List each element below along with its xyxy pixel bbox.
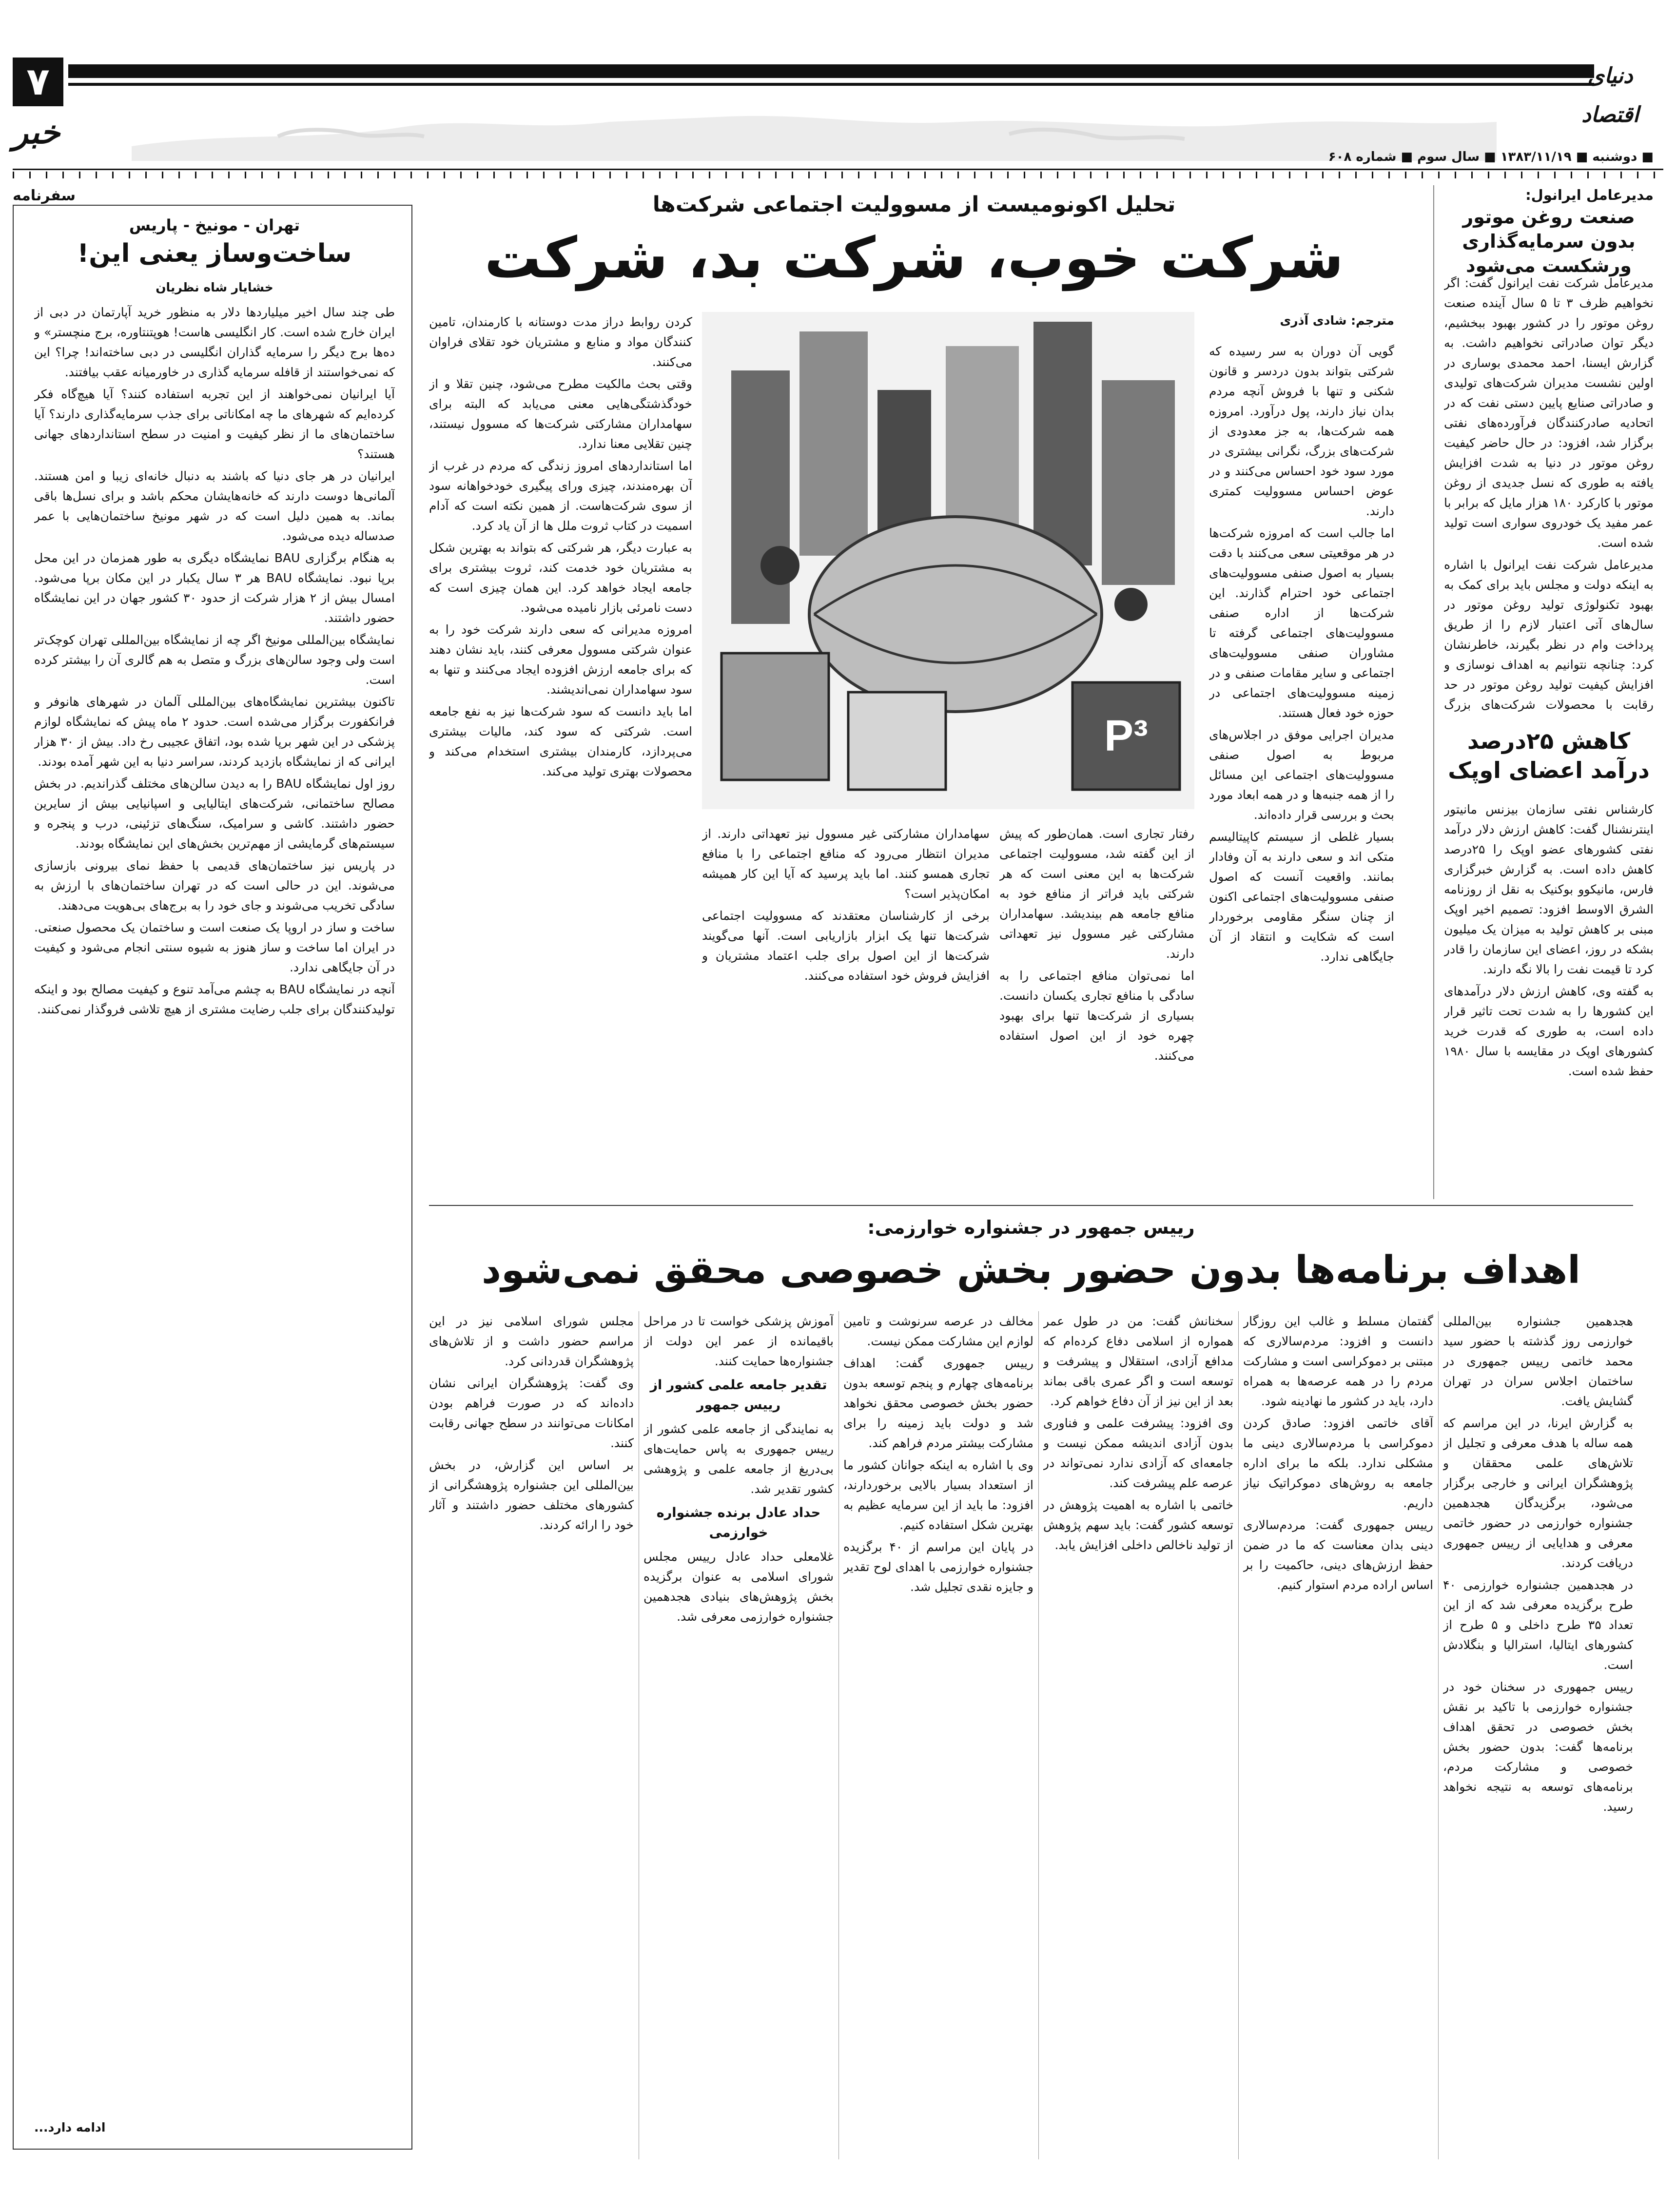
- continued-note: ادامه دارد...: [34, 2120, 106, 2134]
- paragraph: وی افزود: پیشرفت علمی و فناوری بدون آزادی اندیشه ممکن نیست و جامعه‌ای که آزادی ندارد نمی‌تواند در عرصه علم پیشرفت کند.: [1043, 1416, 1233, 1490]
- right-column-body: [1444, 273, 1654, 712]
- bottom-article-column-1: [1443, 1311, 1633, 2159]
- paragraph: غلامعلی حداد عادل رییس مجلس شورای اسلامی به عنوان برگزیده بخش پژوهش‌های بنیادی هجدهمین جشنواره خوارزمی معرفی شد.: [643, 1550, 834, 1624]
- paragraph: تاکنون بیشترین نمایشگاه‌های بین‌المللی آلمان در شهرهای هانوفر و فرانکفورت برگزار می‌شده است. حدود ۲ ماه پیش که نمایشگاه لوازم پزشکی در این شهر برپا شده بود، اتفاق عجیبی رخ داد. بیش از ۳۰ هزار ایرانی که از نمایشگاه بازدید کردند، سراسر دنیا به این شهر آمده بودند.: [34, 695, 395, 769]
- bottom-article-column-5: [643, 1311, 834, 2159]
- paragraph: آنچه در نمایشگاه BAU به چشم می‌آمد تنوع و کیفیت مصالح بود و اینکه تولیدکنندگان برای جلب رضایت مشتری از هیچ تلاشی فروگذار نمی‌کنند.: [34, 982, 395, 1016]
- right-column-headline-2: کاهش ۲۵درصد درآمد اعضای اوپک: [1448, 728, 1650, 783]
- paragraph: مدیرعامل شرکت نفت ایرانول با اشاره به اینکه دولت و مجلس باید برای کمک به بهبود تکنولوژی تولید روغن موتور در سال‌های آتی اعتبار لازم را از طریق پرداخت وام در نظر بگیرند، خاطرنشان کرد: چنانچه نتوانیم به اهداف نوسازی و افزایش کیفیت تولید روغن موتور در حد رقابت با محصولات شرکت‌های بزرگ: [1444, 558, 1654, 712]
- left-column-rubric: سفرنامه: [13, 187, 76, 204]
- bottom-article-kicker: رییس جمهور در جشنواره خوارزمی:: [867, 1217, 1195, 1238]
- bottom-article-column-3: [1043, 1311, 1233, 2159]
- paragraph: وقتی بحث مالکیت مطرح می‌شود، چنین تقلا و از خودگذشتگی‌هایی معنی می‌یابد که البته برای سهامداران مشارکتی شرکت‌ها که مسوول نیستند، چنین تقلایی معنا ندارد.: [429, 377, 692, 451]
- paragraph: برخی از کارشناسان معتقدند که مسوولیت اجتماعی شرکت‌ها تنها یک ابزار بازاریابی است. آنها می‌گویند شرکت‌ها از این اصول برای جلب اعتماد مشتریان و افزایش فروش خود استفاده می‌کنند.: [702, 909, 990, 983]
- paragraph: مدیران اجرایی موفق در اجلاس‌های مربوط به اصول صنفی مسوولیت‌های اجتماعی این مسائل را از همه جنبه‌ها و در همه ابعاد مورد بحث و بررسی قرار داده‌اند.: [1209, 728, 1394, 822]
- paragraph: به نمایندگی از جامعه علمی کشور از رییس جمهوری به پاس حمایت‌های بی‌دریغ از جامعه علمی و پژوهشی کشور تقدیر شد.: [643, 1422, 834, 1496]
- right-column-body-2: [1444, 799, 1654, 1194]
- paragraph: امروزه مدیرانی که سعی دارند شرکت خود را به عنوان شرکتی مسوول معرفی کنند، باید نشان دهند که برای جامعه ارزش افزوده ایجاد می‌کنند و تنها به سود سهامداران نمی‌اندیشند.: [429, 622, 692, 697]
- column-rule: [1238, 1311, 1239, 2159]
- paragraph: وی گفت: پژوهشگران ایرانی نشان داده‌اند که در صورت فراهم بودن امکانات می‌توانند در سطح جهانی رقابت کنند.: [429, 1376, 634, 1450]
- paragraph: طی چند سال اخیر میلیاردها دلار به منظور خرید آپارتمان در دبی از ایران خارج شده است. کار انگلیسی هاست! هوپتنتاوره، برج منچستر» و ده‌ها برج دیگر را سرمایه گذاران انگلیسی در دبی ساخته‌اند! چرا؟ این که نمی‌خواستند از قافله سرمایه گذاری در خاورمیانه عقب بیافتند.: [34, 305, 395, 379]
- page-number: ۷: [13, 58, 63, 106]
- paragraph: هجدهمین جشنواره بین‌المللی خوارزمی روز گذشته با حضور سید محمد خاتمی رییس جمهوری در ساختمان اجلاس سران در تهران گشایش یافت.: [1443, 1314, 1633, 1408]
- header-rule: [13, 169, 1663, 170]
- newspaper-logo: دنیای اقتصاد: [1581, 63, 1639, 127]
- paragraph: آموزش پزشکی خواست تا در مراحل باقیمانده از عمر این دولت از جشنواره‌ها حمایت کنند.: [643, 1314, 834, 1368]
- subheading: تقدیر جامعه علمی کشور از رییس جمهور: [650, 1378, 827, 1413]
- bottom-article-headline: اهداف برنامه‌ها بدون حضور بخش خصوصی محقق نمی‌شود: [481, 1248, 1581, 1292]
- paragraph: رفتار تجاری است. همان‌طور که پیش از این گفته شد، مسوولیت اجتماعی شرکت‌ها به این معنی است که هر شرکتی باید فراتر از منافع خود به منافع جامعه هم بیندیشد. سهامداران مشارکتی غیر مسوول نیز تعهداتی دارند.: [999, 827, 1194, 961]
- paragraph: گفتمان مسلط و غالب این روزگار دانست و افزود: مردم‌سالاری که مبتنی بر دموکراسی است و مشارکت مردم را در همه عرصه‌ها به همراه دارد، باید در کشور ما نهادینه شود.: [1243, 1314, 1433, 1408]
- paragraph: بسیار غلطی از سیستم کاپیتالیسم متکی اند و سعی دارند به آن وفادار بمانند. واقعیت آنست که اصول صنفی مسوولیت‌های اجتماعی اکنون از چنان سنگر مقاومی برخوردار است که شکایت و انتقاد از آن جایگاهی ندارد.: [1209, 830, 1394, 964]
- paragraph: به گفته وی، کاهش ارزش دلار درآمدهای این کشورها را به شدت تحت تاثیر قرار داده است، به طوری که قدرت خرید کشورهای اوپک در مقایسه با سال ۱۹۸۰ حفظ شده است.: [1444, 984, 1654, 1078]
- paragraph: سهامداران مشارکتی غیر مسوول نیز تعهداتی دارند. از مدیران انتظار می‌رود که منافع اجتماعی را با منافع تجاری همسو کنند. اما باید پرسید که آیا این کار همیشه امکان‌پذیر است؟: [702, 827, 990, 901]
- paragraph: روز اول نمایشگاه BAU را به دیدن سالن‌های مختلف گذراندیم. در بخش مصالح ساختمانی، شرکت‌های ایتالیایی و اسپانیایی بیش از سایرین حضور داشتند. کاشی و سرامیک، سنگ‌های تزئینی، درب و پنجره و سیستم‌های گرمایشی از مهم‌ترین بخش‌های این نمایشگاه بودند.: [34, 776, 395, 851]
- corporate-illustration: [702, 312, 1194, 809]
- right-column-headline: صنعت روغن موتور بدون سرمایه‌گذاری ورشکست می‌شود: [1462, 206, 1636, 276]
- paragraph: به هنگام برگزاری BAU نمایشگاه دیگری به طور همزمان در این محل برپا نبود. نمایشگاه BAU هر ۳ سال یکبار در این مکان برپا می‌شود. امسال بیش از ۲ هزار شرکت از حدود ۳۰ کشور جهان در این نمایشگاه حضور داشتند.: [34, 551, 395, 625]
- subheading: حداد عادل برنده جشنواره خوارزمی: [656, 1505, 821, 1540]
- main-article-kicker: تحلیل اکونومیست از مسوولیت اجتماعی شرکت‌ها: [652, 192, 1176, 217]
- paragraph: رییس جمهوری گفت: اهداف برنامه‌های چهارم و پنجم توسعه بدون حضور بخش خصوصی محقق نخواهد شد و دولت باید زمینه را برای مشارکت بیشتر مردم فراهم کند.: [843, 1356, 1033, 1450]
- paragraph: مدیرعامل شرکت نفت ایرانول گفت: اگر نخواهیم ظرف ۳ تا ۵ سال آینده صنعت روغن موتور را در کشور بهبود ببخشیم، دیگر توان صادراتی نخواهیم داشت. به گزارش ایسنا، احمد محمدی بوساری در اولین نشست مدیران شرکت‌های تولیدی و صادراتی صنایع پایین دستی نفت که در اتحادیه صادرکنندگان فرآورده‌های نفتی برگزار شد، افزود: در حال حاضر کیفیت روغن موتور در دنیا به شدت افزایش یافته به طوری که نسل جدیدی از روغن موتور با کارکرد ۱۸۰ هزار مایل که برابر با عمر مفید یک خودروی سواری است تولید شده است.: [1444, 276, 1654, 550]
- paragraph: اما استانداردهای امروز زندگی که مردم در غرب از آن بهره‌مندند، چیزی ورای پیگیری خودخواهانه سود از سوی شرکت‌هاست. از همین نکته است که آدام اسمیت در کتاب ثروت ملل ها از آن یاد کرد.: [429, 459, 692, 533]
- travelogue-kicker: تهران - مونیخ - پاریس: [129, 216, 300, 234]
- paragraph: سخنانش گفت: من در طول عمر همواره از اسلامی دفاع کرده‌ام که مدافع آزادی، استقلال و پیشرفت و توسعه است و اگر عمری باقی بماند بعد از این نیز از آن دفاع خواهم کرد.: [1043, 1314, 1233, 1408]
- paragraph: گویی آن دوران به سر رسیده که شرکتی بتواند بدون دردسر و قانون شکنی و تنها با فروش آنچه مردم بدان نیاز دارند، پول درآورد. امروزه همه شرکت‌ها، به جز معدودی از شرکت‌های بزرگ، نگرانی بیشتری در مورد سود خود احساس می‌کنند و در عوض احساس مسوولیت کمتری دارند.: [1209, 344, 1394, 518]
- travelogue-author: خشایار شاه نظریان: [156, 280, 273, 294]
- paragraph: مجلس شورای اسلامی نیز در این مراسم حضور داشت و از تلاش‌های پژوهشگران قدردانی کرد.: [429, 1314, 634, 1368]
- section-title: خبر: [13, 114, 60, 151]
- dateline: ■ دوشنبه ■ ۱۳۸۳/۱۱/۱۹ ■ سال سوم ■ شماره ۶۰۸: [1328, 150, 1654, 164]
- column-rule: [838, 1311, 839, 2159]
- paragraph: ساخت و ساز در اروپا یک صنعت است و ساختمان یک محصول صنعتی. در ایران اما ساخت و ساز هنوز به شیوه سنتی انجام می‌شود و کیفیت در آن جایگاهی ندارد.: [34, 920, 395, 974]
- paragraph: وی با اشاره به اینکه جوانان کشور ما از استعداد بسیار بالایی برخوردارند، افزود: ما باید از این سرمایه عظیم به بهترین شکل استفاده کنیم.: [843, 1458, 1033, 1532]
- paragraph: به عبارت دیگر، هر شرکتی که بتواند به بهترین شکل به مشتریان خود خدمت کند، ثروت بیشتری برای جامعه ایجاد خواهد کرد. این همان چیزی است که دست نامرئی بازار نامیده می‌شود.: [429, 541, 692, 615]
- paragraph: خاتمی با اشاره به اهمیت پژوهش در توسعه کشور گفت: باید سهم پژوهش از تولید ناخالص داخلی افزایش یابد.: [1043, 1498, 1233, 1552]
- main-article-translator: مترجم: شادی آذری: [1280, 313, 1394, 328]
- paragraph: اما جالب است که امروزه شرکت‌ها در هر موقعیتی سعی می‌کنند با دقت بسیار به اصول صنفی مسوولیت‌های اجتماعی خود احترام گذارند. این شرکت‌ها از اداره صنفی مسوولیت‌های اجتماعی گرفته تا مشاوران صنفی مسوولیت‌های اجتماعی و سایر مقامات صنفی و در زمینه مسوولیت‌های اجتماعی در حوزه خود فعال هستند.: [1209, 526, 1394, 720]
- bottom-article-column-4: [843, 1311, 1033, 2159]
- main-article-column-1: [1209, 341, 1394, 1199]
- paragraph: نمایشگاه بین‌المللی مونیخ اگر چه از نمایشگاه بین‌المللی تهران کوچک‌تر است ولی وجود سالن‌های بزرگ و متصل به هم گالری آن را بیشتر کرده است.: [34, 633, 395, 687]
- paragraph: کردن روابط دراز مدت دوستانه با کارمندان، تامین کنندگان مواد و منابع و مشتریان خود تقلای فراوان می‌کنند.: [429, 315, 692, 369]
- paragraph: کارشناس نفتی سازمان بیزنس مانیتور اینترنشنال گفت: کاهش ارزش دلار درآمد نفتی کشورهای عضو اوپک را ۲۵درصد کاهش داده است. به گزارش خبرگزاری فارس، مانیکوو بوکنیک به نقل از روزنامه الشرق الاوسط افزود: تصمیم اخیر اوپک مبنی بر کاهش تولید به میزان یک میلیون بشکه در روز، اعضای این سازمان را قادر کرد تا قیمت نفت را بالا نگه دارند.: [1444, 802, 1654, 976]
- column-divider: [1433, 185, 1434, 1199]
- bottom-article-column-2: [1243, 1311, 1433, 2159]
- ruler-ticks: [13, 172, 1663, 179]
- paragraph: مخالف در عرصه سرنوشت و تامین لوازم این مشارکت ممکن نیست.: [843, 1314, 1033, 1348]
- paragraph: رییس جمهوری گفت: مردم‌سالاری دینی بدان معناست که ما در ضمن حفظ ارزش‌های دینی، حاکمیت را بر اساس اراده مردم استوار کنیم.: [1243, 1518, 1433, 1592]
- paragraph: به گزارش ایرنا، در این مراسم که همه ساله با هدف معرفی و تجلیل از تلاش‌های علمی محققان و پژوهشگران ایرانی و خارجی برگزار می‌شود، برگزیدگان هجدهمین جشنواره خوارزمی در حضور خاتمی معرفی و هدایایی از رییس جمهوری دریافت کردند.: [1443, 1416, 1633, 1570]
- header-bar-thin: [68, 83, 1594, 86]
- header-bar: [68, 64, 1594, 78]
- bottom-article-column-6: [429, 1311, 634, 2159]
- right-column-kicker: مدیرعامل ایرانول:: [1525, 187, 1654, 203]
- paragraph: بر اساس این گزارش، در بخش بین‌المللی این جشنواره پژوهشگرانی از کشورهای مختلف حضور داشتند و آثار خود را ارائه کردند.: [429, 1458, 634, 1532]
- paragraph: ایرانیان در هر جای دنیا که باشند به دنبال خانه‌ای زیبا و امن هستند. آلمانی‌ها دوست دارند که خانه‌هایشان محکم باشد و برای نسل‌ها باقی بماند. به همین دلیل است که در شهر مونیخ ساختمان‌هایی با عمر صدساله دیده می‌شود.: [34, 469, 395, 543]
- paragraph: آقای خاتمی افزود: صادق کردن دموکراسی با مردم‌سالاری دینی ما مشکلی ندارد. بلکه ما برای اداره جامعه به روش‌های دموکراتیک نیاز داریم.: [1243, 1416, 1433, 1510]
- article-separator: [429, 1205, 1633, 1206]
- column-rule: [1038, 1311, 1039, 2159]
- paragraph: رییس جمهوری در سخنان خود در جشنواره خوارزمی با تاکید بر نقش بخش خصوصی در تحقق اهداف برنامه‌ها گفت: بدون حضور بخش خصوصی و مشارکت مردم، برنامه‌های توسعه به نتیجه نخواهد رسید.: [1443, 1680, 1633, 1814]
- travelogue-body: [34, 302, 395, 2115]
- paragraph: اما نمی‌توان منافع اجتماعی را به سادگی با منافع تجاری یکسان دانست. بسیاری از شرکت‌ها تنها برای بهبود چهره خود از این اصول استفاده می‌کنند.: [999, 969, 1194, 1063]
- main-article-column-4: [429, 312, 692, 1199]
- travelogue-headline: ساخت‌وساز یعنی این!: [77, 239, 352, 268]
- main-article-column-3: [702, 824, 990, 1199]
- paragraph: آیا ایرانیان نمی‌خواهند از این تجربه استفاده کنند؟ آیا هیچ‌گاه فکر کرده‌ایم که شهرهای ما چه امکاناتی برای جذب سرمایه‌گذاری دارند؟ آیا ساختمان‌های ما از نظر کیفیت و امنیت در سطح استانداردهای جهانی هستند؟: [34, 387, 395, 461]
- paragraph: در هجدهمین جشنواره خوارزمی ۴۰ طرح برگزیده معرفی شد که از این تعداد ۳۵ طرح داخلی و ۵ طرح از کشورهای ایتالیا، استرالیا و بنگلادش است.: [1443, 1578, 1633, 1672]
- paragraph: اما باید دانست که سود شرکت‌ها نیز به نفع جامعه است. شرکتی که سود کند، مالیات بیشتری می‌پردازد، کارمندان بیشتری استخدام می‌کند و محصولات بهتری تولید می‌کند.: [429, 704, 692, 778]
- image-label: P³: [1104, 712, 1148, 760]
- main-article-headline: شرکت خوب، شرکت بد، شرکت: [484, 225, 1344, 291]
- column-rule: [1438, 1311, 1439, 2159]
- main-article-column-2: [999, 824, 1194, 1199]
- paragraph: در پاریس نیز ساختمان‌های قدیمی با حفظ نمای بیرونی بازسازی می‌شوند. این در حالی است که در تهران ساختمان‌های با ارزش به سادگی تخریب می‌شوند و جای خود را به برج‌های بی‌هویت می‌دهند.: [34, 858, 395, 912]
- paragraph: در پایان این مراسم از ۴۰ برگزیده جشنواره خوارزمی با اهدای لوح تقدیر و جایزه نقدی تجلیل شد.: [843, 1540, 1033, 1594]
